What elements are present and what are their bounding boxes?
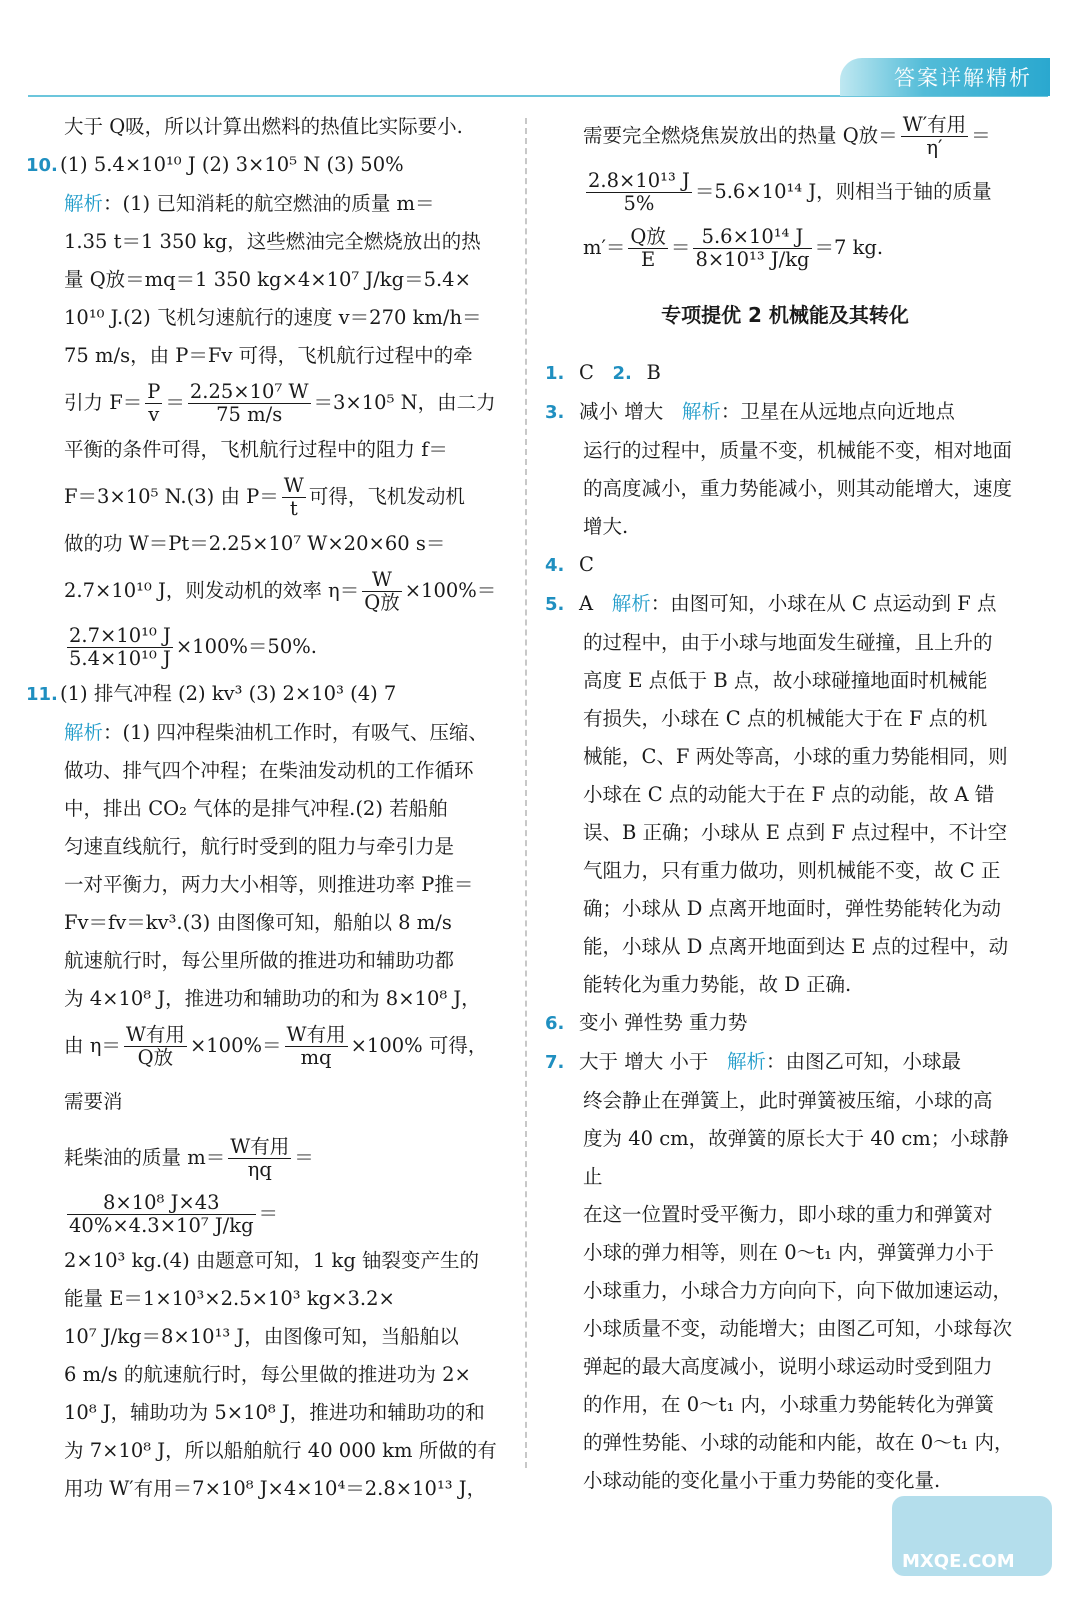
text-line: 一对平衡力，两力大小相等，则推进功率 P推＝: [64, 873, 474, 896]
question-5: [545, 585, 1025, 1004]
text-line: F＝3×10⁵ N.(3) 由 P＝: [64, 485, 279, 508]
fraction: $\frac{W}{t}$: [283, 474, 304, 520]
question-number: 4.: [545, 555, 565, 576]
question-number: 1.: [545, 363, 565, 384]
fraction: $\frac{\text{W′有用}}{\eta'}$: [902, 113, 967, 159]
text-line: 能，小球从 D 点离开地面到达 E 点的过程中，动: [583, 935, 1009, 958]
answer-text: C: [579, 361, 594, 384]
intro-line: 大于 Q吸，所以计算出燃料的热值比实际要小.: [64, 115, 463, 138]
question-number: 7.: [545, 1052, 565, 1073]
answer-text: 减小 增大: [579, 400, 664, 423]
text-line: ：(1) 已知消耗的航空燃油的质量 m＝: [103, 192, 435, 215]
text-line: 高度 E 点低于 B 点，故小球碰撞地面时机械能: [583, 669, 988, 692]
text-line: 2.7×10¹⁰ J，则发动机的效率 η＝: [64, 579, 360, 602]
text-line: ：卫星在从远地点向近地点: [720, 400, 955, 423]
question-11: 11. (1) 排气冲程 (2) kv³ (3) 2×10³ (4) 7 解析：(1) 四冲程柴油机工作时，有吸气、压缩、 做功、排气四个冲程；在柴油发动机的工作循环 中，排出 CO₂ 气体的是排气冲程.(2) 若船舶 匀速直线航行，航行时受到的阻力与牵引力是 一对平衡力，两力大小相等，则推进功率 P推＝ Fv＝fv＝kv³.(3) 由图像可知，船舶以 8 m/s 航速航行时，每公里所做的推进功和辅助功都 为 4×10⁸ J，推进功和辅助功的和为 8×10⁸ J， 由 η＝ $\frac{\text{W有用}}{\text{Q放}}$ ×100%＝ $\frac{\text{W有用}}{mq}$ ×100% 可得，需要消 耗柴油的质量 m＝ $\frac{\text{W有用}}{\eta q}$ ＝ $\frac{\text{8×10⁸ J×43}}{\text{40\%×4.3×10⁷ J/kg}}$ ＝ 2×10³ kg.(4) 由题意可知，1 kg 铀裂变产生的 能量 E＝1×10³×2.5×10³ kg×3.2× 10⁷ J/kg＝8×10¹³ J，由图像可知，当船舶以 6 m/s 的航速航行时，每公里做的推进功为 2× 10⁸ J，辅助功为 5×10⁸ J，推进功和辅助功的和 为 7×10⁸ J，所以船舶航行 40 000 km 所做的有 用功 W′有用＝7×10⁸ J×4×10⁴＝2.8×10¹³ J，: [26, 675, 502, 1508]
text-line: ＝7 kg.: [814, 236, 884, 259]
text-line: ＝: [971, 124, 991, 147]
text-line: 的弹性势能、小球的动能和内能，故在 0～t₁ 内，: [583, 1431, 1014, 1454]
text-line: 能量 E＝1×10³×2.5×10³ kg×3.2×: [64, 1287, 395, 1310]
answer-text: B: [646, 361, 661, 384]
analysis-label: 解析: [727, 1050, 767, 1073]
fraction: $\frac{\text{Q放}}{E}$: [630, 225, 666, 271]
text-line: 1.35 t＝1 350 kg，这些燃油完全燃烧放出的热: [64, 230, 481, 253]
text-line: 有损失，小球在 C 点的机械能大于在 F 点的机: [583, 707, 988, 730]
watermark-text: MXQE.COM: [902, 1551, 1015, 1572]
text-line: 做的功 W＝Pt＝2.25×10⁷ W×20×60 s＝: [64, 532, 446, 555]
text-line: 10¹⁰ J.(2) 飞机匀速航行的速度 v＝270 km/h＝: [64, 306, 482, 329]
question-number: 10.: [26, 155, 58, 176]
fraction: $\frac{\text{2.7×10¹⁰ J}}{\text{5.4×10¹⁰ J}}$: [69, 624, 171, 670]
question-10: 10. (1) 5.4×10¹⁰ J (2) 3×10⁵ N (3) 50% 解析：(1) 已知消耗的航空燃油的质量 m＝ 1.35 t＝1 350 kg，这些燃油完全燃烧放出的热 量 Q放＝mq＝1 350 kg×4×10⁷ J/kg＝5.4× 10¹⁰ J.(2) 飞机匀速航行的速度 v＝270 km/h＝ 75 m/s，由 P＝Fv 可得，飞机航行过程中的牵 引力 F＝ $\frac{P}{v}$ ＝ $\frac{\text{2.25×10⁷ W}}{75 m/s}$ ＝3×10⁵ N，由二力 平衡的条件可得，飞机航行过程中的阻力 f＝ F＝3×10⁵ N.(3) 由 P＝ $\frac{W}{t}$ 可得，飞机发动机 做的功 W＝Pt＝2.25×10⁷ W×20×60 s＝ 2.7×10¹⁰ J，则发动机的效率 η＝ $\frac{W}{\text{Q放}}$ ×100%＝ $\frac{\text{2.7×10¹⁰ J}}{\text{5.4×10¹⁰ J}}$ ×100%＝50%.: [26, 146, 502, 675]
text-line: ×100%＝50%.: [175, 635, 317, 658]
text-line: 6 m/s 的航速航行时，每公里做的推进功为 2×: [64, 1363, 471, 1386]
answer-text: 大于 增大 小于: [579, 1050, 709, 1073]
text-line: 气阻力，只有重力做功，则机械能不变，故 C 正: [583, 859, 1001, 882]
right-column: [545, 108, 1025, 1500]
text-line: ：(1) 四冲程柴油机工作时，有吸气、压缩、: [103, 721, 488, 744]
text-line: Fv＝fv＝kv³.(3) 由图像可知，船舶以 8 m/s: [64, 911, 452, 934]
text-line: ：由图可知，小球在从 C 点运动到 F 点: [650, 592, 997, 615]
analysis-label: 解析: [64, 192, 104, 215]
text-line: 终会静止在弹簧上，此时弹簧被压缩，小球的高: [583, 1089, 993, 1112]
fraction: $\frac{\text{5.6×10¹⁴ J}}{\text{8×10¹³ J/kg}}$: [695, 225, 810, 271]
text-line: 耗柴油的质量 m＝: [64, 1146, 226, 1169]
text-line: 做功、排气四个冲程；在柴油发动机的工作循环: [64, 759, 474, 782]
fraction: $\frac{W}{\text{Q放}}$: [364, 568, 400, 614]
text-line: 在这一位置时受平衡力，即小球的重力和弹簧对: [583, 1203, 993, 1226]
fraction: $\frac{P}{v}$: [147, 380, 161, 426]
question-number: 3.: [545, 402, 565, 423]
text-line: 可得，飞机发动机: [308, 485, 465, 508]
text-line: 度为 40 cm，故弹簧的原长大于 40 cm；小球静止: [583, 1127, 1009, 1188]
text-line: ＝: [258, 1202, 279, 1225]
question-7: [545, 1043, 1025, 1500]
fraction: $\frac{\text{2.25×10⁷ W}}{75 m/s}$: [189, 380, 309, 426]
text-line: 小球动能的变化量小于重力势能的变化量.: [583, 1469, 941, 1492]
answer-text: C: [579, 553, 594, 576]
answer-text: (1) 5.4×10¹⁰ J (2) 3×10⁵ N (3) 50%: [60, 153, 404, 176]
answer-text: A: [579, 592, 594, 615]
text-line: 小球的弹力相等，则在 0～t₁ 内，弹簧弹力小于: [583, 1241, 994, 1264]
analysis-label: 解析: [611, 592, 651, 615]
text-line: 的作用，在 0～t₁ 内，小球重力势能转化为弹簧: [583, 1393, 994, 1416]
watermark-logo: [892, 1496, 1052, 1576]
text-line: 需要完全燃烧焦炭放出的热量 Q放＝: [583, 124, 898, 147]
text-line: 的高度减小，重力势能减小，则其动能增大，速度: [583, 477, 1013, 500]
text-line: 误、B 正确；小球从 E 点到 F 点过程中，不计空: [583, 821, 1008, 844]
question-11-continued: 需要完全燃烧焦炭放出的热量 Q放＝ $\frac{\text{W′有用}}{\eta'}$ ＝ $\frac{\text{2.8×10¹³ J}}{5\%}$ ＝5.6×10¹⁴ J，则相当于铀的质量 m′＝ $\frac{\text{Q放}}{E}$ ＝ $\frac{\text{5.6×10¹⁴ J}}{\text{8×10¹³ J/kg}}$ ＝7 kg.: [583, 113, 992, 271]
analysis-label: 解析: [681, 400, 721, 423]
answer-text: 变小 弹性势 重力势: [579, 1011, 748, 1034]
text-line: 增大.: [583, 515, 629, 538]
question-number: 11.: [26, 684, 58, 705]
text-line: 弹起的最大高度减小，说明小球运动时受到阻力: [583, 1355, 993, 1378]
text-line: 运行的过程中，质量不变，机械能不变，相对地面: [583, 439, 1013, 462]
fraction: $\frac{\text{W有用}}{mq}$: [286, 1023, 346, 1069]
text-line: 匀速直线航行，航行时受到的阻力与牵引力是: [64, 835, 455, 858]
answer-text: (1) 排气冲程 (2) kv³ (3) 2×10³ (4) 7: [60, 682, 397, 705]
text-line: 小球重力，小球合力方向向下，向下做加速运动，: [583, 1279, 1013, 1302]
section-title: 专项提优 2 机械能及其转化: [661, 303, 909, 327]
header-tab-label: 答案详解精析: [894, 66, 1032, 90]
fraction: $\frac{\text{8×10⁸ J×43}}{\text{40\%×4.3×10⁷ J/kg}}$: [69, 1191, 254, 1237]
text-line: 械能，C、F 两处等高，小球的重力势能相同，则: [583, 745, 1008, 768]
text-line: 为 4×10⁸ J，推进功和辅助功的和为 8×10⁸ J，: [64, 987, 481, 1010]
text-line: 2×10³ kg.(4) 由题意可知，1 kg 铀裂变产生的: [64, 1249, 479, 1272]
left-column: [26, 108, 502, 1508]
text-line: ×100%＝: [189, 1034, 282, 1057]
question-number: 6.: [545, 1013, 565, 1034]
text-line: ＝5.6×10¹⁴ J，则相当于铀的质量: [694, 180, 992, 203]
text-line: 引力 F＝: [64, 391, 143, 414]
text-line: m′＝: [583, 236, 626, 259]
text-line: 小球在 C 点的动能大于在 F 点的动能，故 A 错: [583, 783, 995, 806]
header-tab: [840, 58, 1050, 96]
fraction: $\frac{\text{W有用}}{\eta q}$: [230, 1135, 290, 1181]
text-line: 小球质量不变，动能增大；由图乙可知，小球每次: [583, 1317, 1013, 1340]
question-3: [545, 393, 1025, 546]
analysis-label: 解析: [64, 721, 104, 744]
text-line: 10⁷ J/kg＝8×10¹³ J，由图像可知，当船舶以: [64, 1325, 459, 1348]
text-line: 量 Q放＝mq＝1 350 kg×4×10⁷ J/kg＝5.4×: [64, 268, 471, 291]
text-line: 为 7×10⁸ J，所以船舶航行 40 000 km 所做的有: [64, 1439, 497, 1462]
text-line: 的过程中，由于小球与地面发生碰撞，且上升的: [583, 631, 993, 654]
text-line: 用功 W′有用＝7×10⁸ J×4×10⁴＝2.8×10¹³ J，: [64, 1477, 487, 1500]
text-line: 75 m/s，由 P＝Fv 可得，飞机航行过程中的牵: [64, 344, 473, 367]
text-line: ×100% 可得，需要消: [64, 1034, 488, 1113]
text-line: 能转化为重力势能，故 D 正确.: [583, 973, 852, 996]
question-number: 2.: [612, 363, 632, 384]
question-number: 5.: [545, 594, 565, 615]
text-line: ：由图乙可知，小球最: [766, 1050, 962, 1073]
text-line: 10⁸ J，辅助功为 5×10⁸ J，推进功和辅助功的和: [64, 1401, 485, 1424]
text-line: ＝3×10⁵ N，由二力: [313, 391, 496, 414]
fraction: $\frac{\text{W有用}}{\text{Q放}}$: [125, 1023, 185, 1069]
column-divider: [525, 118, 527, 1468]
fraction: $\frac{\text{2.8×10¹³ J}}{5\%}$: [588, 169, 690, 215]
text-line: ×100%＝: [404, 579, 497, 602]
text-line: 由 η＝: [64, 1034, 121, 1057]
text-line: 航速航行时，每公里所做的推进功和辅助功都: [64, 949, 455, 972]
text-line: 确；小球从 D 点离开地面时，弹性势能转化为动: [583, 897, 1002, 920]
text-line: 中，排出 CO₂ 气体的是排气冲程.(2) 若船舶: [64, 797, 448, 820]
text-line: 平衡的条件可得，飞机航行过程中的阻力 f＝: [64, 438, 448, 461]
